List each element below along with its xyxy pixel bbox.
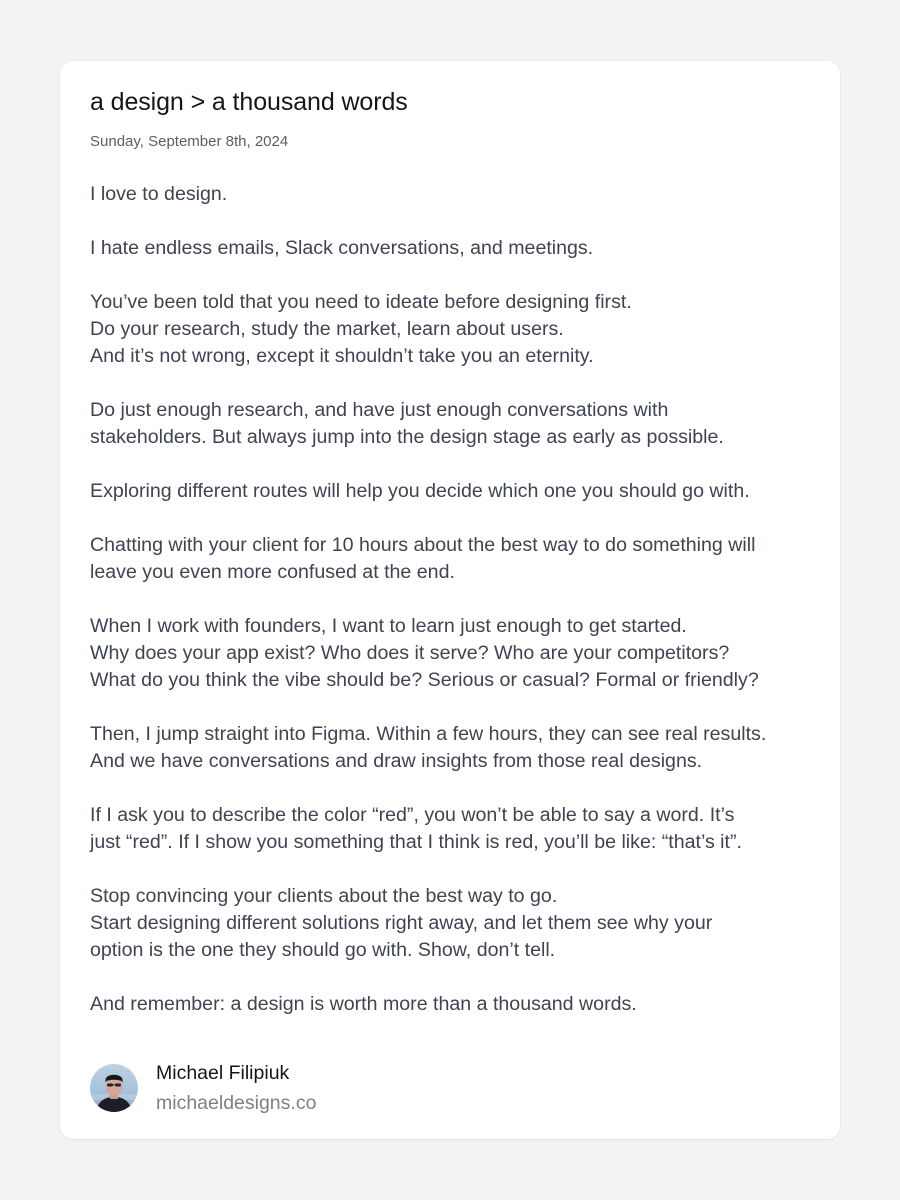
paragraph (90, 397, 810, 451)
paragraph-line: When I work with founders, I want to learn just enough to get started. (90, 615, 687, 637)
paragraph (90, 532, 810, 586)
paragraph-line: Chatting with your client for 10 hours about the best way to do something will (90, 534, 756, 556)
paragraph-line: Then, I jump straight into Figma. Within a few hours, they can see real results. (90, 723, 767, 745)
author-website-link[interactable]: michaeldesigns.co (156, 1092, 317, 1114)
author-info (156, 1061, 316, 1115)
post-card (60, 61, 840, 1139)
paragraph-line: I love to design. (90, 183, 228, 205)
paragraph-line: just “red”. If I show you something that I think is red, you’ll be like: “that’s it”. (90, 831, 742, 853)
avatar[interactable] (90, 1064, 138, 1112)
paragraph-line: What do you think the vibe should be? Serious or casual? Formal or friendly? (90, 669, 759, 691)
paragraph-line: stakeholders. But always jump into the design stage as early as possible. (90, 426, 724, 448)
post-date: Sunday, September 8th, 2024 (90, 133, 289, 150)
paragraph (90, 235, 810, 262)
paragraph-line: If I ask you to describe the color “red”, you won’t be able to say a word. It’s (90, 804, 735, 826)
paragraph-line: Do your research, study the market, learn about users. (90, 318, 564, 340)
paragraph-line: And remember: a design is worth more than a thousand words. (90, 993, 637, 1015)
paragraph-line: Why does your app exist? Who does it serve? Who are your competitors? (90, 642, 730, 664)
paragraph-line: Stop convincing your clients about the best way to go. (90, 885, 558, 907)
post-title: a design > a thousand words (90, 88, 408, 116)
paragraph (90, 883, 810, 964)
paragraph (90, 991, 810, 1018)
paragraph-line: And it’s not wrong, except it shouldn’t take you an eternity. (90, 345, 594, 367)
paragraph (90, 181, 810, 208)
paragraph-line: Start designing different solutions right away, and let them see why your (90, 912, 713, 934)
paragraph (90, 802, 810, 856)
paragraph-line: I hate endless emails, Slack conversations, and meetings. (90, 237, 594, 259)
paragraph (90, 721, 810, 775)
paragraph (90, 613, 810, 694)
paragraph (90, 289, 810, 370)
paragraph (90, 478, 810, 505)
paragraph-line: leave you even more confused at the end. (90, 561, 455, 583)
paragraph-line: option is the one they should go with. Show, don’t tell. (90, 939, 556, 961)
paragraph-line: And we have conversations and draw insights from those real designs. (90, 750, 703, 772)
author-name: Michael Filipiuk (156, 1062, 290, 1084)
paragraph-line: Do just enough research, and have just enough conversations with (90, 399, 669, 421)
paragraph-line: You’ve been told that you need to ideate before designing first. (90, 291, 632, 313)
paragraph-line: Exploring different routes will help you decide which one you should go with. (90, 480, 750, 502)
avatar-photo-icon (90, 1064, 138, 1112)
author-block (90, 1061, 316, 1115)
post-body (90, 181, 810, 1018)
